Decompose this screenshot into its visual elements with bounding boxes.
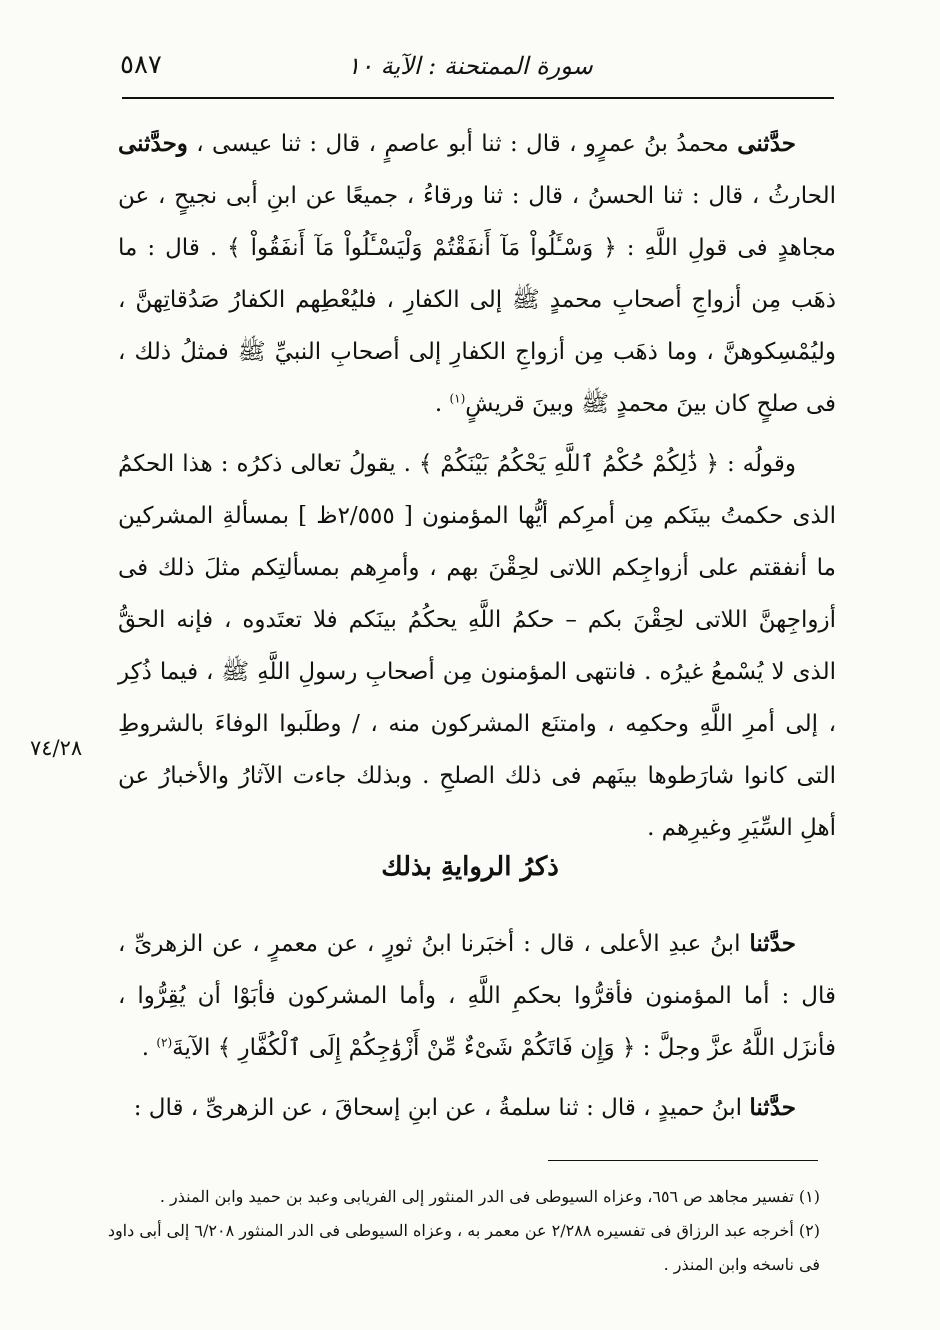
footnote-ref[interactable]: (١) — [449, 391, 466, 406]
isnad-lead: حدَّثنى — [737, 130, 796, 157]
footnote-2: (٢) أخرجه عبد الرزاق فى تفسيره ٢/٢٨٨ عن معمر به ، وعزاه السيوطى فى الدر المنثور ٦/٢٠٨ إلى أبى داود فى ناسخه وابن المنذر . — [107, 1221, 820, 1274]
footnote-ref[interactable]: (٢) — [156, 1035, 173, 1050]
quran-verse: ﴿ وَسْـَٔلُواْ مَآ أَنفَقْتُمْ وَلْيَسْـَٔلُواْ مَآ أَنفَقُواْ ﴾ — [227, 235, 617, 261]
page-number: ٥٨٧ — [120, 50, 162, 80]
main-text-2 — [118, 918, 836, 1142]
paragraph-2 — [118, 438, 836, 854]
paragraph-4 — [118, 1082, 836, 1134]
footnotes — [100, 1180, 820, 1282]
paragraph-1 — [118, 118, 836, 430]
paragraph-text: وقولُه : — [719, 451, 796, 477]
paragraph-end: . — [141, 1035, 157, 1061]
running-header-title: سورة الممتحنة : الآية ١٠ — [347, 52, 593, 80]
paragraph-end: . — [434, 391, 450, 417]
isnad-lead: حدَّثنا — [749, 930, 796, 957]
header-rule — [122, 97, 834, 99]
quran-verse: ﴿ وَإِن فَاتَكُمْ شَىْءٌ مِّنْ أَزْوَٰجِكُمْ إِلَى ٱلْكُفَّارِ ﴾ — [217, 1035, 636, 1061]
paragraph-text: الحارثُ ، قال : ثنا الحسنُ ، قال : ثنا ورقاءُ ، جميعًا عن ابنِ أبى نجيحٍ ، عن مجاهدٍ فى قولِ اللَّهِ : — [118, 183, 836, 261]
paragraph-text: الآيةَ — [172, 1035, 218, 1061]
paragraph-text: ابنُ عبدِ الأعلى ، قال : أخبَرنا ابنُ ثورٍ ، عن معمرٍ ، عن الزهرىِّ ، قال : أما المؤمنون فأقرُّوا بحكمِ اللَّهِ ، وأما المشركون فأبَوْا أن يُقِرُّوا ، فأنزَل اللَّهُ عزَّ وجلَّ : — [118, 931, 836, 1061]
footnote-rule — [548, 1160, 818, 1161]
paragraph-text: . يقولُ تعالى ذكرُه : هذا الحكمُ الذى حكمتُ بينَكم مِن أمرِكم أيُّها المؤمنون [ ٢/٥٥٥ظ ] بمسألةِ المشركين ما أنفقتم على أزواجِكم اللاتى لحِقْنَ بهم ، وأمرِهم بمسألتِكم مثلَ ذلك فى أزواجِهنَّ اللاتى لحِقْنَ بكم – حكمُ اللَّهِ يحكُمُ بينَكم فلا تعتَدوه ، فإنه الحقُّ الذى لا يُسْمعُ غيرُه . فانتهى المؤمنون مِن أصحابِ رسولِ اللَّهِ ﷺ ، فيما ذُكِر ، إلى أمرِ اللَّهِ وحكمِه ، وامتنَع المشركون منه ، / وطلَبوا الوفاءَ بالشروطِ التى كانوا شارَطوها بينَهم فى ذلك الصلحِ . وبذلك جاءت الآثارُ والأخبارُ عن أهلِ السِّيَرِ وغيرِهم . — [118, 451, 836, 841]
section-heading: ذكرُ الروايةِ بذلك — [381, 852, 559, 882]
paragraph-text: . قال : ما ذهَب مِن أزواجِ أصحابِ محمدٍ ﷺ إلى الكفارِ ، فليُعْطِهم الكفارُ صَدُقاتِهنَّ ، وليُمْسِكوهنَّ ، وما ذهَب مِن أزواجِ الكفارِ إلى أصحابِ النبيِّ ﷺ فمثلُ ذلك ، فى صلحٍ كان بينَ محمدٍ ﷺ وبينَ قريشٍ — [118, 235, 836, 417]
footnote-1: (١) تفسير مجاهد ص ٦٥٦، وعزاه السيوطى فى الدر المنثور إلى الفريابى وعبد بن حميد وابن المنذر . — [159, 1187, 820, 1206]
margin-reference: ٧٤/٢٨ — [30, 736, 83, 760]
paragraph-3 — [118, 918, 836, 1074]
paragraph-text: ابنُ حميدٍ ، قال : ثنا سلمةُ ، عن ابنِ إسحاقَ ، عن الزهرىِّ ، قال : — [133, 1095, 750, 1121]
isnad-lead: وحدَّثنى — [118, 130, 188, 157]
main-text — [118, 118, 836, 862]
quran-verse: ﴿ ذَٰلِكُمْ حُكْمُ ٱللَّهِ يَحْكُمُ بَيْنَكُمْ ﴾ — [418, 451, 719, 477]
paragraph-text: محمدُ بنُ عمرٍو ، قال : ثنا أبو عاصمٍ ، قال : ثنا عيسى ، — [187, 131, 738, 157]
isnad-lead: حدَّثنا — [749, 1094, 796, 1121]
